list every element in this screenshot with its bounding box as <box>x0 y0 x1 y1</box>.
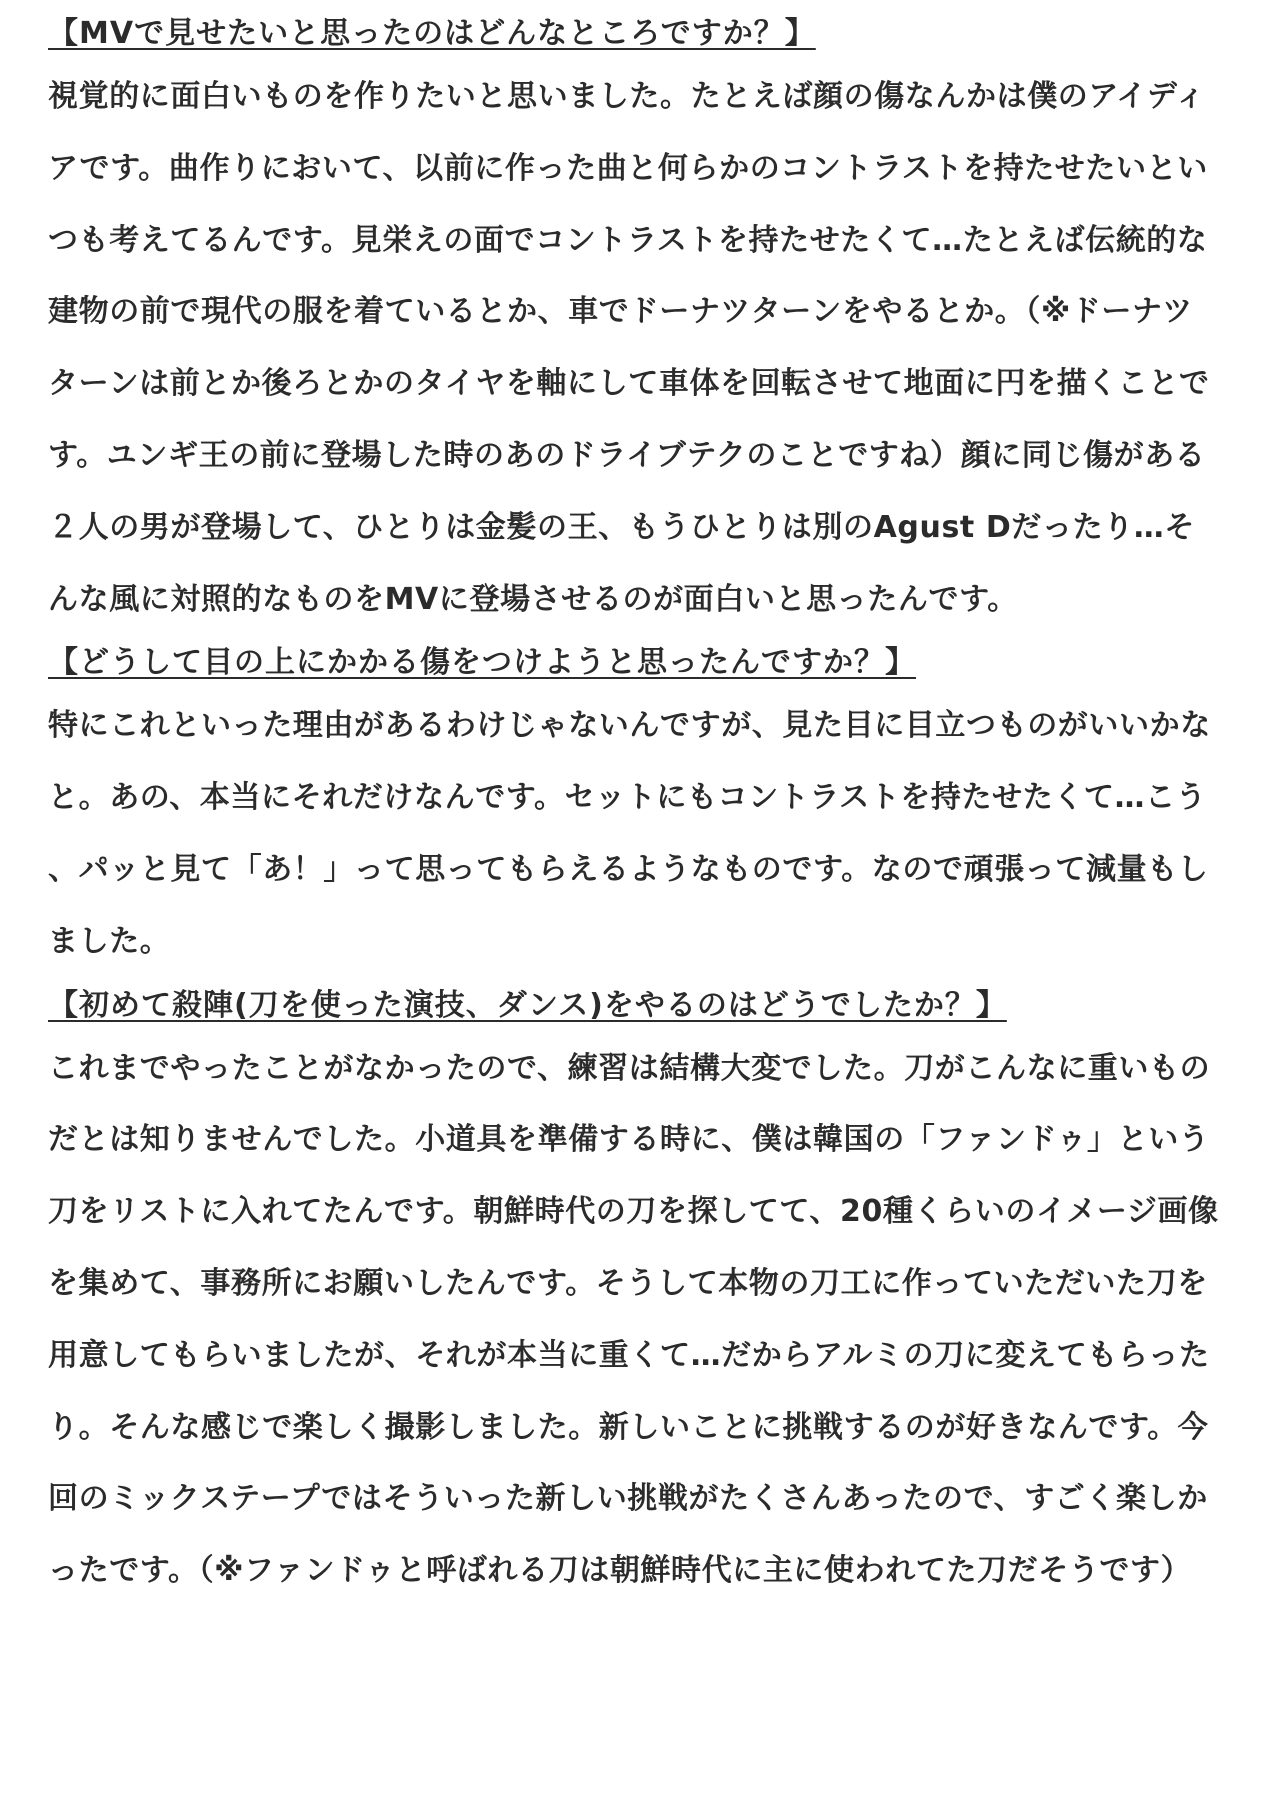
interview-section-3 <box>48 982 1222 1607</box>
interview-section-1 <box>48 10 1222 635</box>
interview-section-2 <box>48 639 1222 977</box>
answer-paragraph: 視覚的に面白いものを作りたいと思いました。たとえば顔の傷なんかは僕のアイディアです。曲作りにおいて、以前に作った曲と何らかのコントラストを持たせたいといつも考えてるんです。見栄えの面でコントラストを持たせたくて…たとえば伝統的な建物の前で現代の服を着ているとか、車でドーナツターンをやるとか。（※ドーナツターンは前とか後ろとかのタイヤを軸にして車体を回転させて地面に円を描くことです。ユンギ王の前に登場した時のあのドライブテクのことですね）顔に同じ傷がある２人の男が登場して、ひとりは金髪の王、もうひとりは別のAgust Dだったり…そんな風に対照的なものをMVに登場させるのが面白いと思ったんです。 <box>48 79 1210 617</box>
answer-paragraph: これまでやったことがなかったので、練習は結構大変でした。刀がこんなに重いものだとは知りませんでした。小道具を準備する時に、僕は韓国の「ファンドゥ」という刀をリストに入れてたんです。朝鮮時代の刀を探してて、20種くらいのイメージ画像を集めて、事務所にお願いしたんです。そうして本物の刀工に作っていただいた刀を用意してもらいましたが、それが本当に重くて…だからアルミの刀に変えてもらったり。そんな感じで楽しく撮影しました。新しいことに挑戦するのが好きなんです。今回のミックステープではそういった新しい挑戦がたくさんあったので、すごく楽しかったです。（※ファンドゥと呼ばれる刀は朝鮮時代に主に使われてた刀だそうです） <box>48 1050 1219 1589</box>
answer-paragraph: 特にこれといった理由があるわけじゃないんですが、見た目に目立つものがいいかなと。あの、本当にそれだけなんです。セットにもコントラストを持たせたくて…こう、パッと見て「あ！」って思ってもらえるようなものです。なので頑張って減量もしました。 <box>48 708 1211 959</box>
question-heading: 【初めて殺陣(刀を使った演技、ダンス)をやるのはどうでしたか？】 <box>48 987 1007 1023</box>
question-heading: 【どうして目の上にかかる傷をつけようと思ったんですか？】 <box>48 645 916 681</box>
question-heading: 【MVで見せたいと思ったのはどんなところですか？】 <box>48 16 816 51</box>
